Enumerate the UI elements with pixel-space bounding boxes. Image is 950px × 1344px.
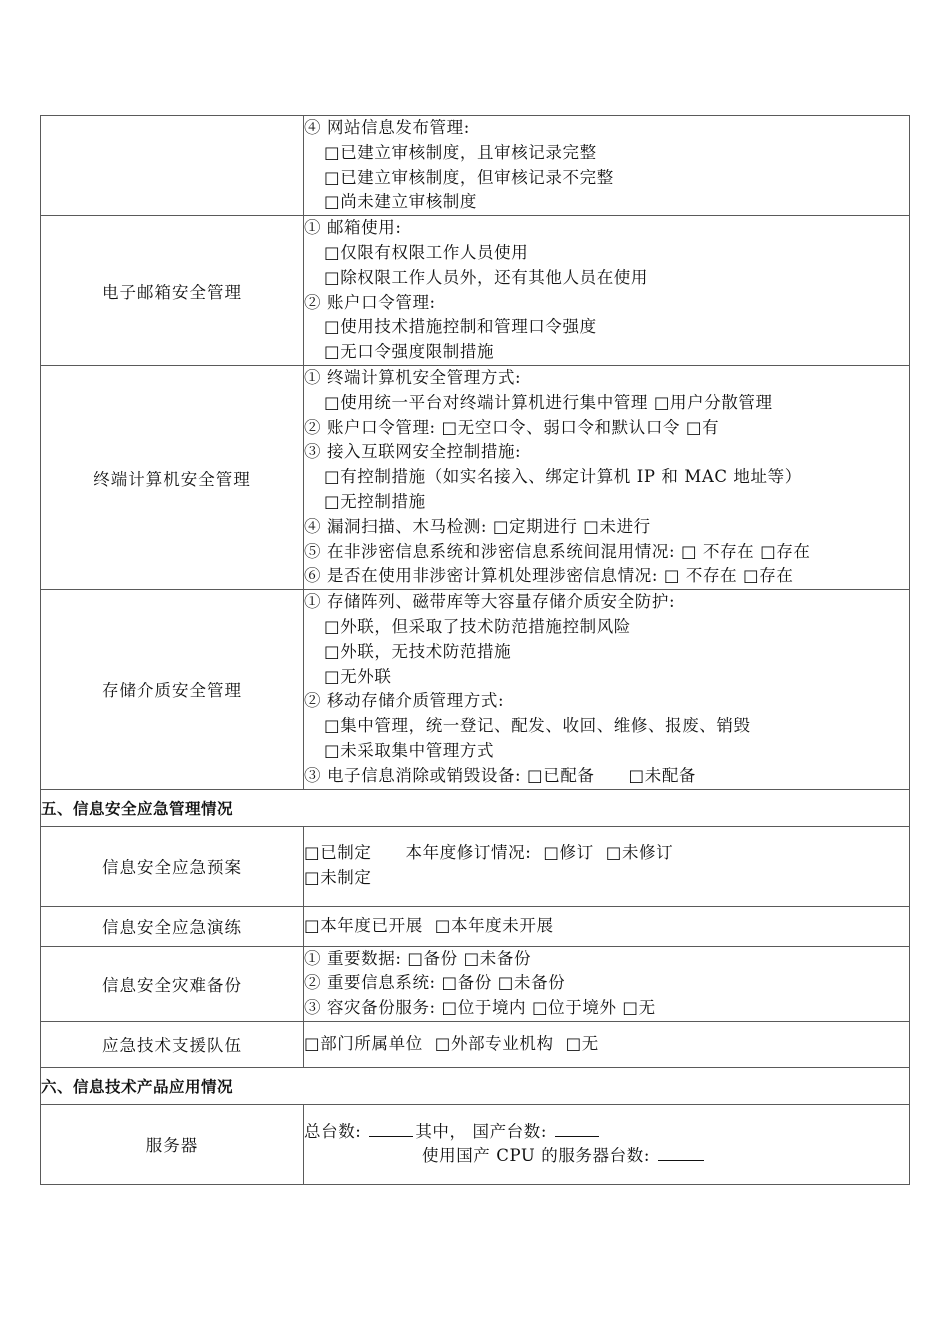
server-content [304, 1104, 910, 1184]
option-erase-not-equipped[interactable]: □未配备 [628, 765, 697, 785]
option-others-using[interactable]: □除权限工作人员外，还有其他人员在使用 [324, 267, 648, 287]
option-centralized-or-dispersed[interactable]: □使用统一平台对终端计算机进行集中管理 □用户分散管理 [324, 392, 773, 412]
server-cpu-input[interactable] [658, 1146, 704, 1161]
terminal-classified-item[interactable]: ⑥ 是否在使用非涉密计算机处理涉密信息情况: □ 不存在 □存在 [304, 566, 794, 586]
option-central-mgmt[interactable]: □集中管理，统一登记、配发、收回、维修、报废、销毁 [324, 716, 751, 736]
server-domestic-label: 其中， 国产台数: [415, 1121, 548, 1141]
option-authorized-only[interactable]: □仅限有权限工作人员使用 [324, 242, 529, 262]
option-review-incomplete[interactable]: □已建立审核制度，但审核记录不完整 [324, 167, 614, 187]
terminal-password-item[interactable]: ② 账户口令管理: □无空口令、弱口令和默认口令 □有 [304, 417, 720, 437]
section-6-header-row [41, 1067, 910, 1104]
storage-erase-item [304, 764, 909, 789]
terminal-content [304, 365, 910, 589]
option-password-strength-control[interactable]: □使用技术措施控制和管理口令强度 [324, 317, 597, 337]
option-no-external[interactable]: □无外联 [324, 666, 392, 686]
tech-support-label: 应急技术支援队伍 [41, 1021, 304, 1067]
backup-service-location[interactable]: ③ 容灾备份服务: □位于境内 □位于境外 □无 [304, 998, 656, 1018]
section-5-header-row [41, 789, 910, 826]
option-support-none[interactable]: □无 [565, 1034, 599, 1053]
plan-revision-label: 本年度修订情况: [405, 843, 532, 863]
server-cpu-label: 使用国产 CPU 的服务器台数: [422, 1146, 650, 1166]
website-publish-content [304, 116, 910, 216]
email-usage-heading: ① 邮箱使用: [304, 218, 402, 238]
terminal-label: 终端计算机安全管理 [41, 365, 304, 589]
disaster-backup-label: 信息安全灾难备份 [41, 946, 304, 1021]
storage-content [304, 590, 910, 789]
website-publish-label [41, 116, 304, 216]
option-plan-not-made[interactable]: □未制定 [304, 868, 372, 888]
option-external-with-tech[interactable]: □外联，但采取了技术防范措施控制风险 [324, 616, 631, 636]
option-review-complete[interactable]: □已建立审核制度，且审核记录完整 [324, 142, 597, 162]
option-drill-done[interactable]: □本年度已开展 [304, 915, 423, 935]
emergency-drill-label: 信息安全应急演练 [41, 906, 304, 946]
option-erase-equipped[interactable]: ③ 电子信息消除或销毁设备: □已配备 [304, 765, 595, 785]
option-external-no-tech[interactable]: □外联，无技术防范措施 [324, 641, 512, 661]
server-total-label: 总台数: [304, 1121, 362, 1141]
row-email [41, 216, 910, 366]
storage-mobile-heading: ② 移动存储介质管理方式: [304, 691, 505, 711]
option-drill-not-done[interactable]: □本年度未开展 [434, 915, 554, 935]
option-external-agency[interactable]: □外部专业机构 [434, 1034, 554, 1053]
terminal-scan-item[interactable]: ④ 漏洞扫描、木马检测: □定期进行 □未进行 [304, 516, 651, 536]
backup-important-data[interactable]: ① 重要数据: □备份 □未备份 [304, 948, 532, 968]
terminal-mixed-use-item[interactable]: ⑤ 在非涉密信息系统和涉密信息系统间混用情况: □ 不存在 □存在 [304, 541, 811, 561]
row-tech-support-team [41, 1021, 910, 1067]
terminal-mgmt-heading: ① 终端计算机安全管理方式: [304, 367, 522, 387]
server-domestic-input[interactable] [555, 1122, 599, 1137]
row-emergency-drill [41, 906, 910, 946]
tech-support-content [304, 1021, 910, 1067]
option-plan-revised[interactable]: □修订 [543, 843, 594, 863]
section-5-title: 五、信息安全应急管理情况 [41, 789, 910, 826]
email-label: 电子邮箱安全管理 [41, 216, 304, 366]
option-review-none[interactable]: □尚未建立审核制度 [324, 192, 477, 212]
option-plan-not-revised[interactable]: □未修订 [605, 843, 674, 863]
option-plan-made[interactable]: □已制定 [304, 843, 372, 863]
emergency-drill-content [304, 906, 910, 946]
disaster-backup-content [304, 946, 910, 1021]
option-no-control[interactable]: □无控制措施 [324, 491, 426, 511]
row-disaster-backup [41, 946, 910, 1021]
emergency-plan-content [304, 826, 910, 906]
section-6-title: 六、信息技术产品应用情况 [41, 1067, 910, 1104]
server-total-input[interactable] [369, 1122, 413, 1137]
terminal-internet-heading: ③ 接入互联网安全控制措施: [304, 442, 522, 462]
email-password-heading: ② 账户口令管理: [304, 292, 436, 312]
email-content [304, 216, 910, 366]
emergency-plan-label: 信息安全应急预案 [41, 826, 304, 906]
option-affiliated-unit[interactable]: □部门所属单位 [304, 1034, 423, 1053]
backup-important-systems[interactable]: ② 重要信息系统: □备份 □未备份 [304, 973, 566, 993]
option-no-central-mgmt[interactable]: □未采取集中管理方式 [324, 740, 495, 760]
row-website-publish [41, 116, 910, 216]
row-server [41, 1104, 910, 1184]
row-terminal [41, 365, 910, 589]
row-emergency-plan [41, 826, 910, 906]
storage-label: 存储介质安全管理 [41, 590, 304, 789]
server-label: 服务器 [41, 1104, 304, 1184]
option-no-password-limit[interactable]: □无口令强度限制措施 [324, 342, 495, 362]
option-has-control[interactable]: □有控制措施（如实名接入、绑定计算机 IP 和 MAC 地址等） [324, 467, 802, 487]
storage-array-heading: ① 存储阵列、磁带库等大容量存储介质安全防护: [304, 592, 676, 612]
info-security-form-table [40, 115, 910, 1185]
row-storage [41, 590, 910, 789]
website-publish-heading: ④ 网站信息发布管理: [304, 118, 470, 137]
